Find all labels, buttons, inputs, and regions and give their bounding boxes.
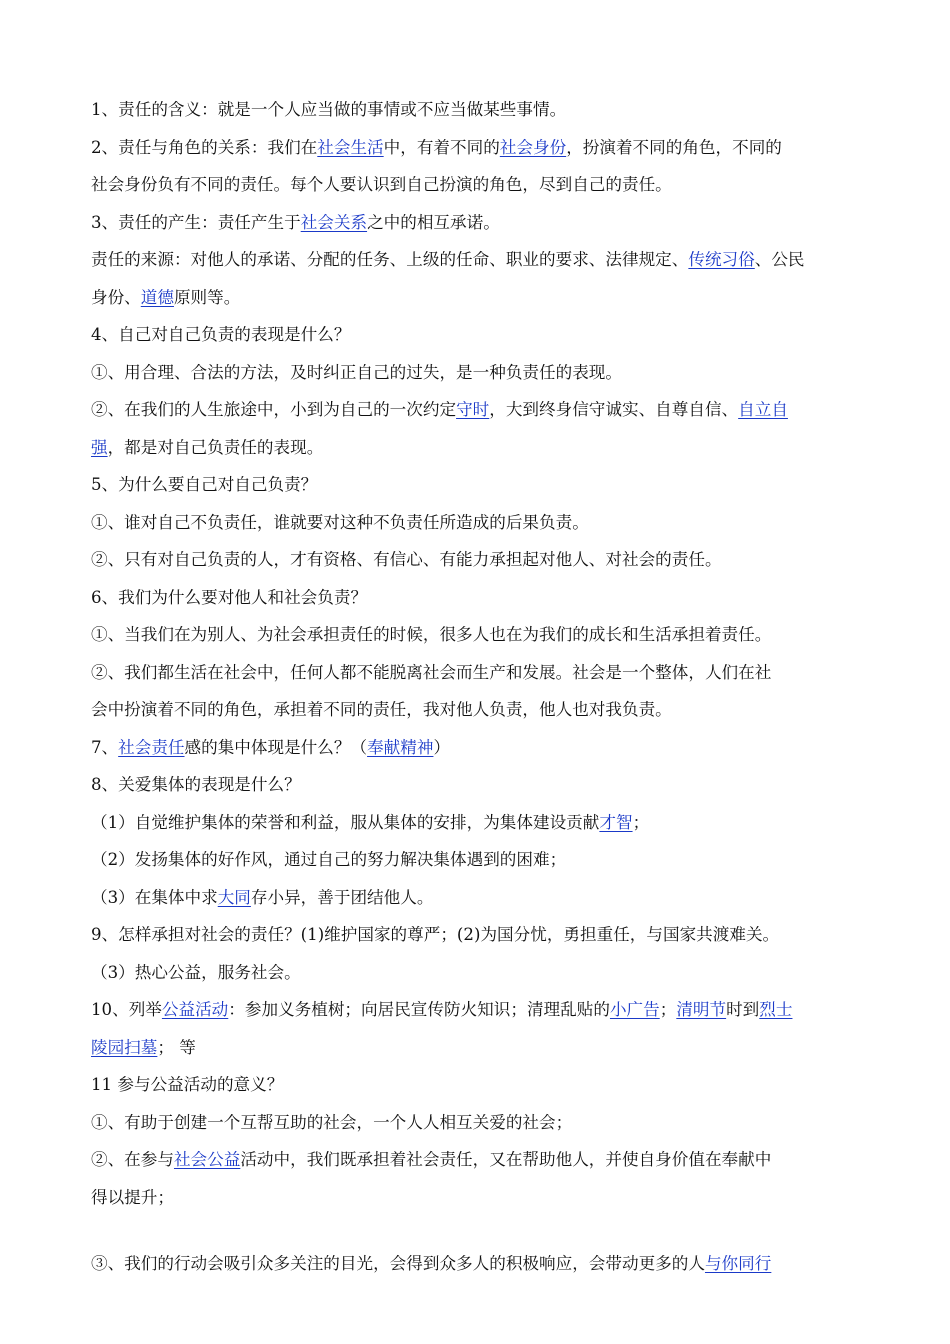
text-line: [91, 771, 862, 809]
text-segment: 原则等。: [173, 287, 241, 307]
hyperlink[interactable]: 社会关系: [300, 212, 368, 232]
text-segment: 1、责任的含义：就是一个人应当做的事情或不应当做某些事情。: [91, 100, 567, 119]
text-segment: 时到: [726, 1000, 760, 1019]
text-segment: ①、用合理、合法的方法，及时纠正自己的过失，是一种负责任的表现。: [91, 362, 622, 382]
text-line: [91, 246, 862, 284]
text-segment: 2、责任与角色的关系：我们在: [91, 137, 318, 157]
text-segment: 9、怎样承担对社会的责任？(1)维护国家的尊严；(2)为国分忧，勇担重任，与国家共渡难关。: [91, 925, 780, 944]
text-line: [91, 921, 862, 959]
text-line: [91, 1034, 862, 1072]
hyperlink[interactable]: 陵园扫墓: [91, 1037, 158, 1057]
text-segment: 社会身份负有不同的责任。每个人要认识到自己扮演的角色，尽到自己的责任。: [91, 175, 672, 194]
text-segment: ②、只有对自己负责的人，才有资格、有信心、有能力承担起对他人、对社会的责任。: [91, 550, 722, 569]
text-line: [91, 846, 862, 884]
text-line: [91, 546, 862, 584]
hyperlink[interactable]: 与你同行: [704, 1253, 772, 1273]
text-segment: 感的集中体现是什么？（: [184, 737, 368, 757]
hyperlink[interactable]: 社会公益: [173, 1150, 241, 1169]
text-line: [91, 996, 862, 1034]
text-line: [91, 696, 862, 734]
hyperlink[interactable]: 传统习俗: [688, 250, 755, 269]
hyperlink[interactable]: 道德: [140, 287, 174, 307]
text-segment: ②、在参与: [91, 1150, 174, 1169]
text-segment: ；: [659, 1000, 677, 1019]
hyperlink[interactable]: 社会责任: [118, 737, 185, 757]
text-line: [91, 284, 862, 322]
text-line: [91, 621, 862, 659]
text-segment: （3）在集体中求: [91, 887, 218, 907]
text-segment: ：参加义务植树；向居民宣传防火知识；清理乱贴的: [228, 1000, 610, 1019]
text-line: [91, 884, 862, 922]
hyperlink[interactable]: 强: [91, 437, 108, 457]
text-segment: 8、关爱集体的表现是什么？: [91, 775, 301, 794]
text-segment: 会中扮演着不同的角色，承担着不同的责任，我对他人负责，他人也对我负责。: [91, 700, 672, 719]
text-line: [91, 209, 862, 247]
text-segment: 4、自己对自己负责的表现是什么？: [91, 325, 351, 344]
text-line: [91, 734, 862, 772]
text-line: [91, 171, 862, 209]
text-segment: ；: [632, 812, 650, 832]
text-segment: 活动中，我们既承担着社会责任，又在帮助他人，并使自身价值在奉献中: [240, 1150, 772, 1169]
text-segment: ③、我们的行动会吸引众多关注的目光，会得到众多人的积极响应，会带动更多的人: [91, 1253, 705, 1273]
text-line: [91, 509, 862, 547]
text-segment: 5、为什么要自己对自己负责？: [91, 475, 318, 494]
hyperlink[interactable]: 清明节: [676, 1000, 727, 1019]
text-segment: 存小异，善于团结他人。: [250, 887, 434, 907]
text-segment: ，大到终身信守诚实、自尊自信、: [489, 400, 739, 419]
text-segment: 10、列举: [91, 1000, 162, 1019]
text-line: [91, 396, 862, 434]
text-segment: 责任的来源：对他人的承诺、分配的任务、上级的任命、职业的要求、法律规定、: [91, 250, 689, 269]
text-segment: 中，有着不同的: [383, 137, 500, 157]
text-segment: ）: [433, 737, 451, 757]
hyperlink[interactable]: 社会生活: [317, 137, 384, 157]
document-body: [91, 96, 862, 1287]
text-line: [91, 809, 862, 847]
text-segment: 6、我们为什么要对他人和社会负责？: [91, 587, 368, 607]
hyperlink[interactable]: 守时: [456, 400, 490, 419]
text-line: [91, 321, 862, 359]
text-segment: 7、: [91, 737, 119, 757]
hyperlink[interactable]: 大同: [217, 887, 251, 907]
text-segment: 得以提升；: [91, 1187, 174, 1207]
text-segment: 之中的相互承诺。: [367, 212, 500, 232]
text-line: [91, 1250, 862, 1288]
text-segment: 3、责任的产生：责任产生于: [91, 212, 301, 232]
text-segment: ； 等: [157, 1037, 196, 1057]
text-line: [91, 1071, 862, 1109]
text-segment: ①、有助于创建一个互帮互助的社会，一个人人相互关爱的社会；: [91, 1112, 573, 1132]
hyperlink[interactable]: 自立自: [738, 400, 788, 419]
text-segment: ①、谁对自己不负责任，谁就要对这种不负责任所造成的后果负责。: [91, 512, 589, 532]
text-line: [91, 959, 862, 997]
text-segment: （2）发扬集体的好作风，通过自己的努力解决集体遇到的困难；: [91, 850, 567, 869]
hyperlink[interactable]: 社会身份: [499, 137, 567, 157]
text-segment: ，都是对自己负责任的表现。: [107, 437, 324, 457]
text-line: [91, 96, 862, 134]
text-line: [91, 1146, 862, 1184]
text-line: [91, 434, 862, 472]
text-segment: 、公民: [754, 250, 805, 269]
hyperlink[interactable]: 烈士: [759, 1000, 793, 1019]
text-line: [91, 359, 862, 397]
hyperlink[interactable]: 公益活动: [161, 1000, 229, 1019]
text-segment: （3）热心公益，服务社会。: [91, 962, 301, 982]
text-line: [91, 584, 862, 622]
hyperlink[interactable]: 小广告: [609, 1000, 660, 1019]
text-line: [91, 134, 862, 172]
text-segment: 11 参与公益活动的意义？: [91, 1075, 284, 1094]
text-segment: （1）自觉维护集体的荣誉和利益，服从集体的安排，为集体建设贡献: [91, 812, 600, 832]
text-line: [91, 471, 862, 509]
text-segment: ，扮演着不同的角色，不同的: [566, 137, 782, 157]
text-segment: ②、我们都生活在社会中，任何人都不能脱离社会而生产和发展。社会是一个整体，人们在社: [91, 662, 772, 682]
text-segment: 身份、: [91, 287, 141, 307]
text-line: [91, 659, 862, 697]
hyperlink[interactable]: 奉献精神: [367, 737, 434, 757]
text-line: [91, 1184, 862, 1250]
text-line: [91, 1109, 862, 1147]
hyperlink[interactable]: 才智: [599, 812, 633, 832]
text-segment: ②、在我们的人生旅途中，小到为自己的一次约定: [91, 400, 457, 419]
text-segment: ①、当我们在为别人、为社会承担责任的时候，很多人也在为我们的成长和生活承担着责任。: [91, 625, 772, 644]
